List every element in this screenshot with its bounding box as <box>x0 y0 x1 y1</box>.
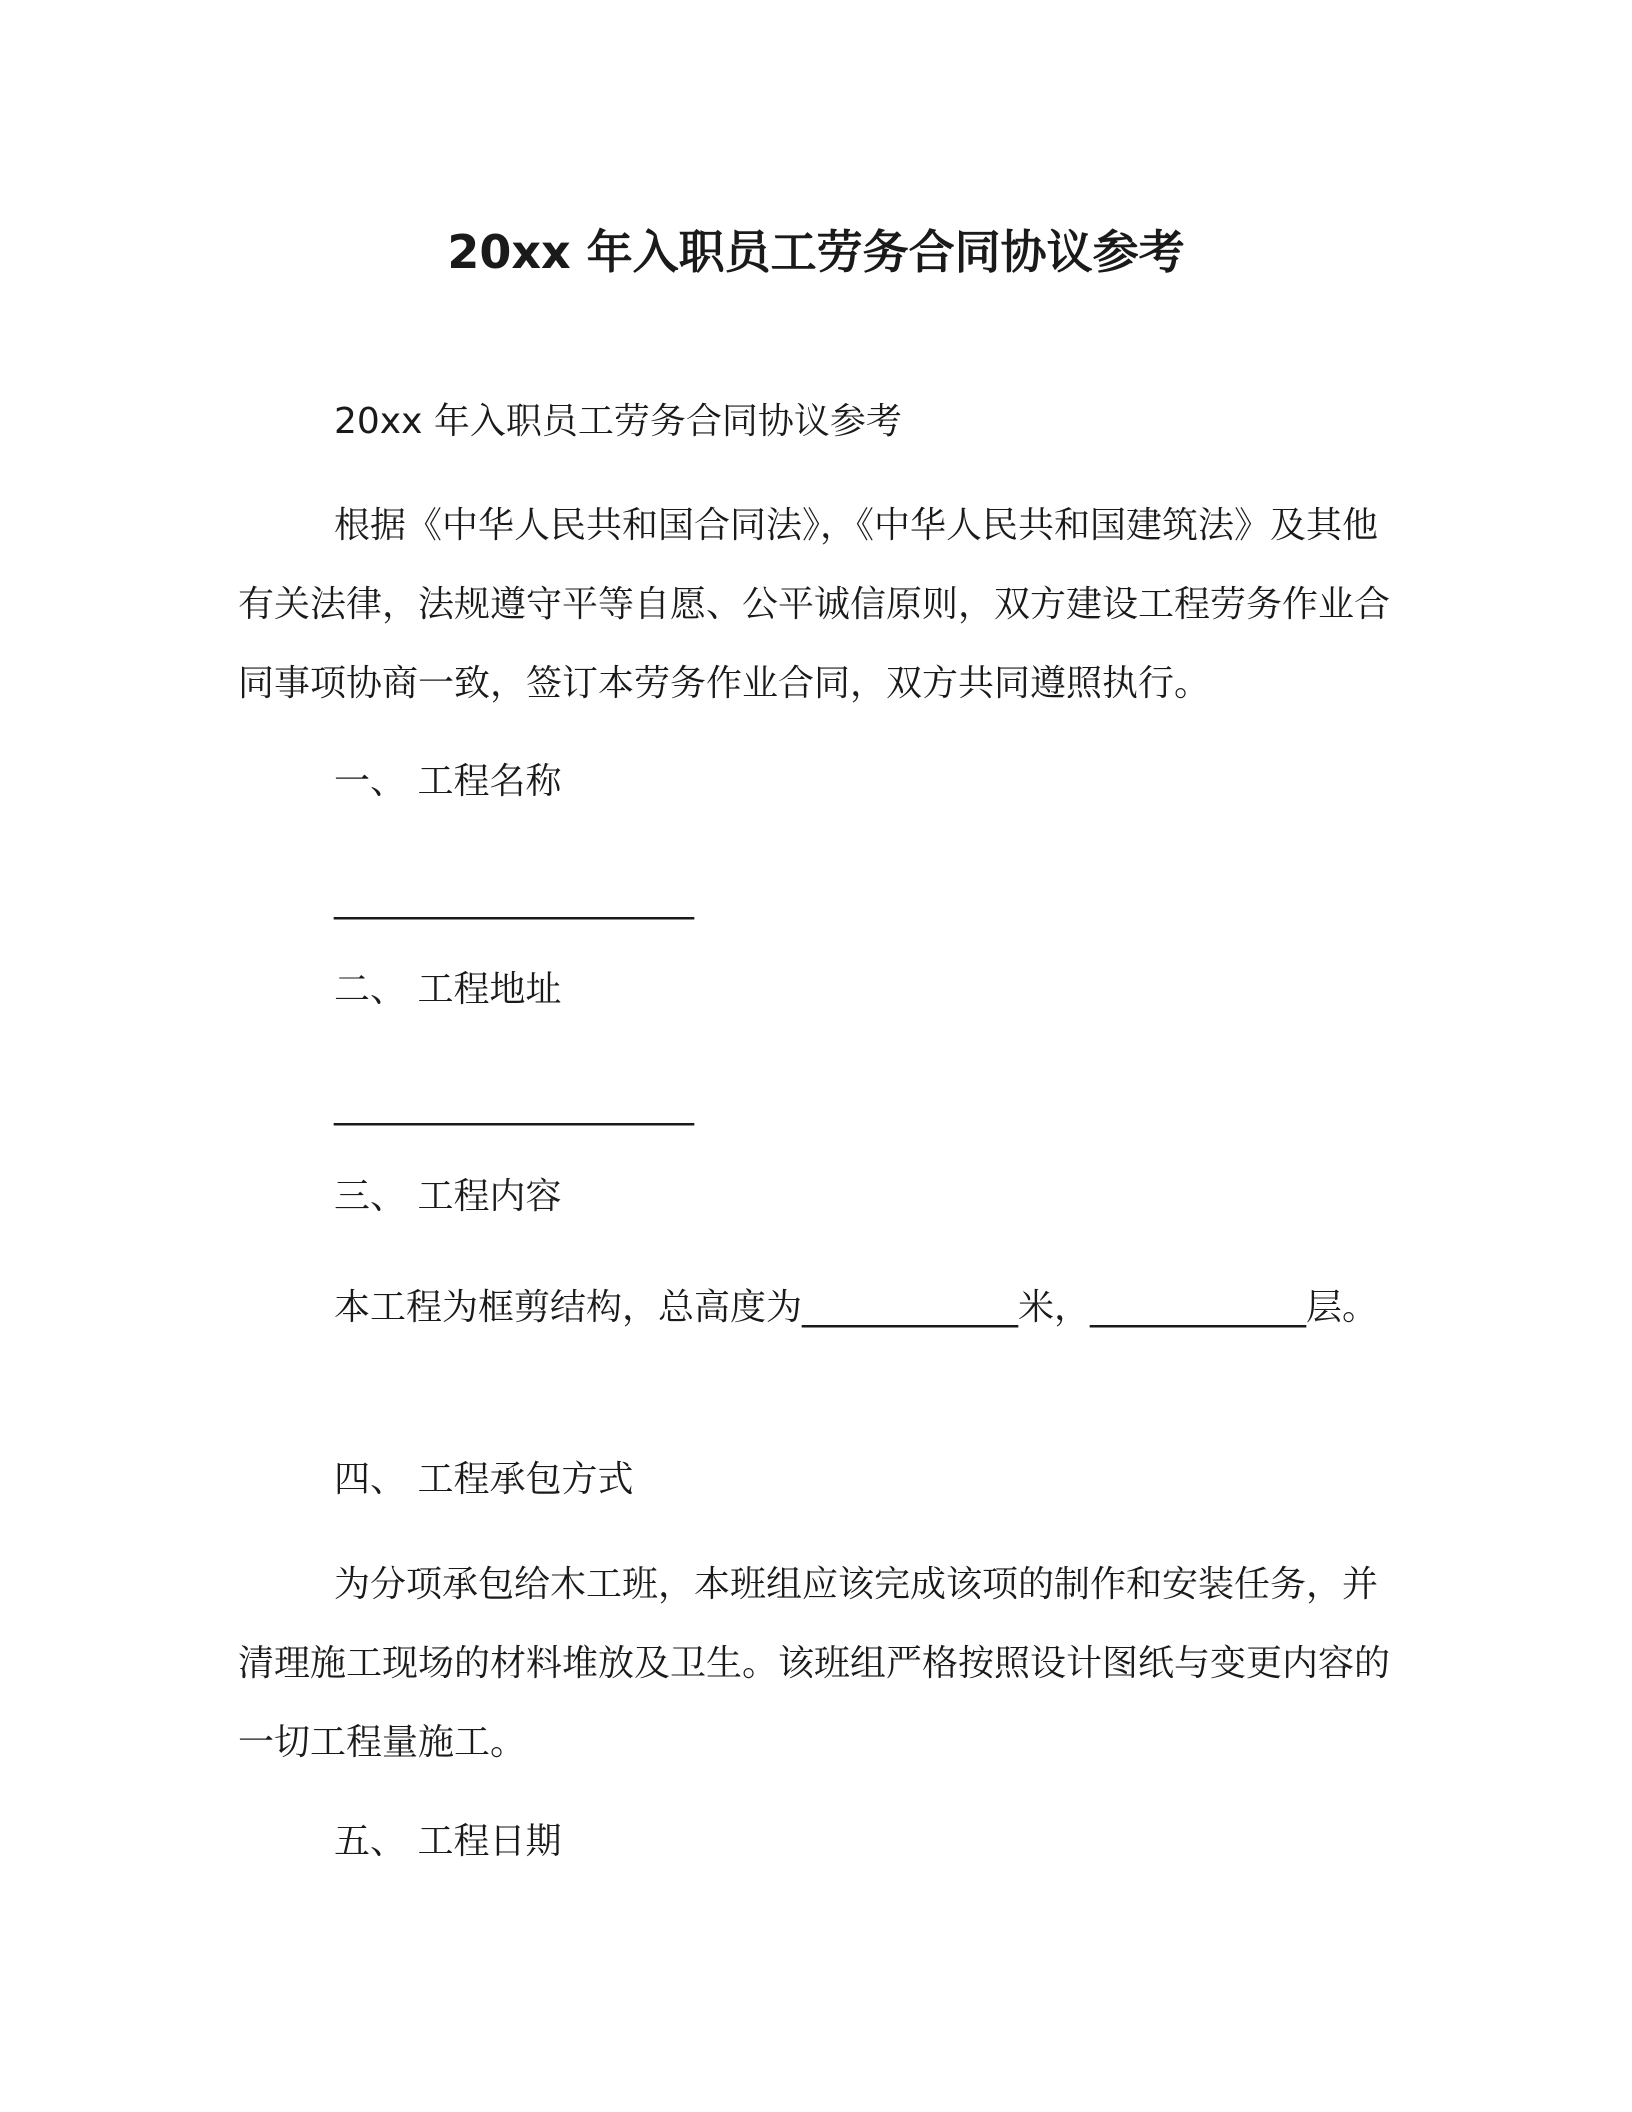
intro-paragraph: 根据《中华人民共和国合同法》，《中华人民共和国建筑法》及其他有关法律，法规遵守平等自愿、公平诚信原则，双方建设工程劳务作业合同事项协商一致，签订本劳务作业合同，双方共同遵照执行。 <box>238 505 1391 704</box>
section-heading-project-content: 三、 工程内容 <box>334 1176 562 1217</box>
contract-method-paragraph: 为分项承包给木工班，本班组应该完成该项的制作和安装任务，并清理施工现场的材料堆放及卫生。该班组严格按照设计图纸与变更内容的一切工程量施工。 <box>238 1564 1391 1763</box>
blank-line-project-name: ____________________ <box>334 879 694 920</box>
section-heading-project-dates: 五、 工程日期 <box>334 1821 562 1862</box>
document-subtitle: 20xx 年入职员工劳务合同协议参考 <box>334 401 902 442</box>
section-heading-project-name: 一、 工程名称 <box>334 761 562 802</box>
section-heading-contract-method: 四、 工程承包方式 <box>334 1459 634 1500</box>
section-heading-project-address: 二、 工程地址 <box>334 969 562 1010</box>
document-title: 20xx 年入职员工劳务合同协议参考 <box>447 225 1185 279</box>
blank-line-project-address: ____________________ <box>334 1085 694 1126</box>
project-content-paragraph: 本工程为框剪结构，总高度为____________米，____________层。 <box>334 1287 1379 1328</box>
